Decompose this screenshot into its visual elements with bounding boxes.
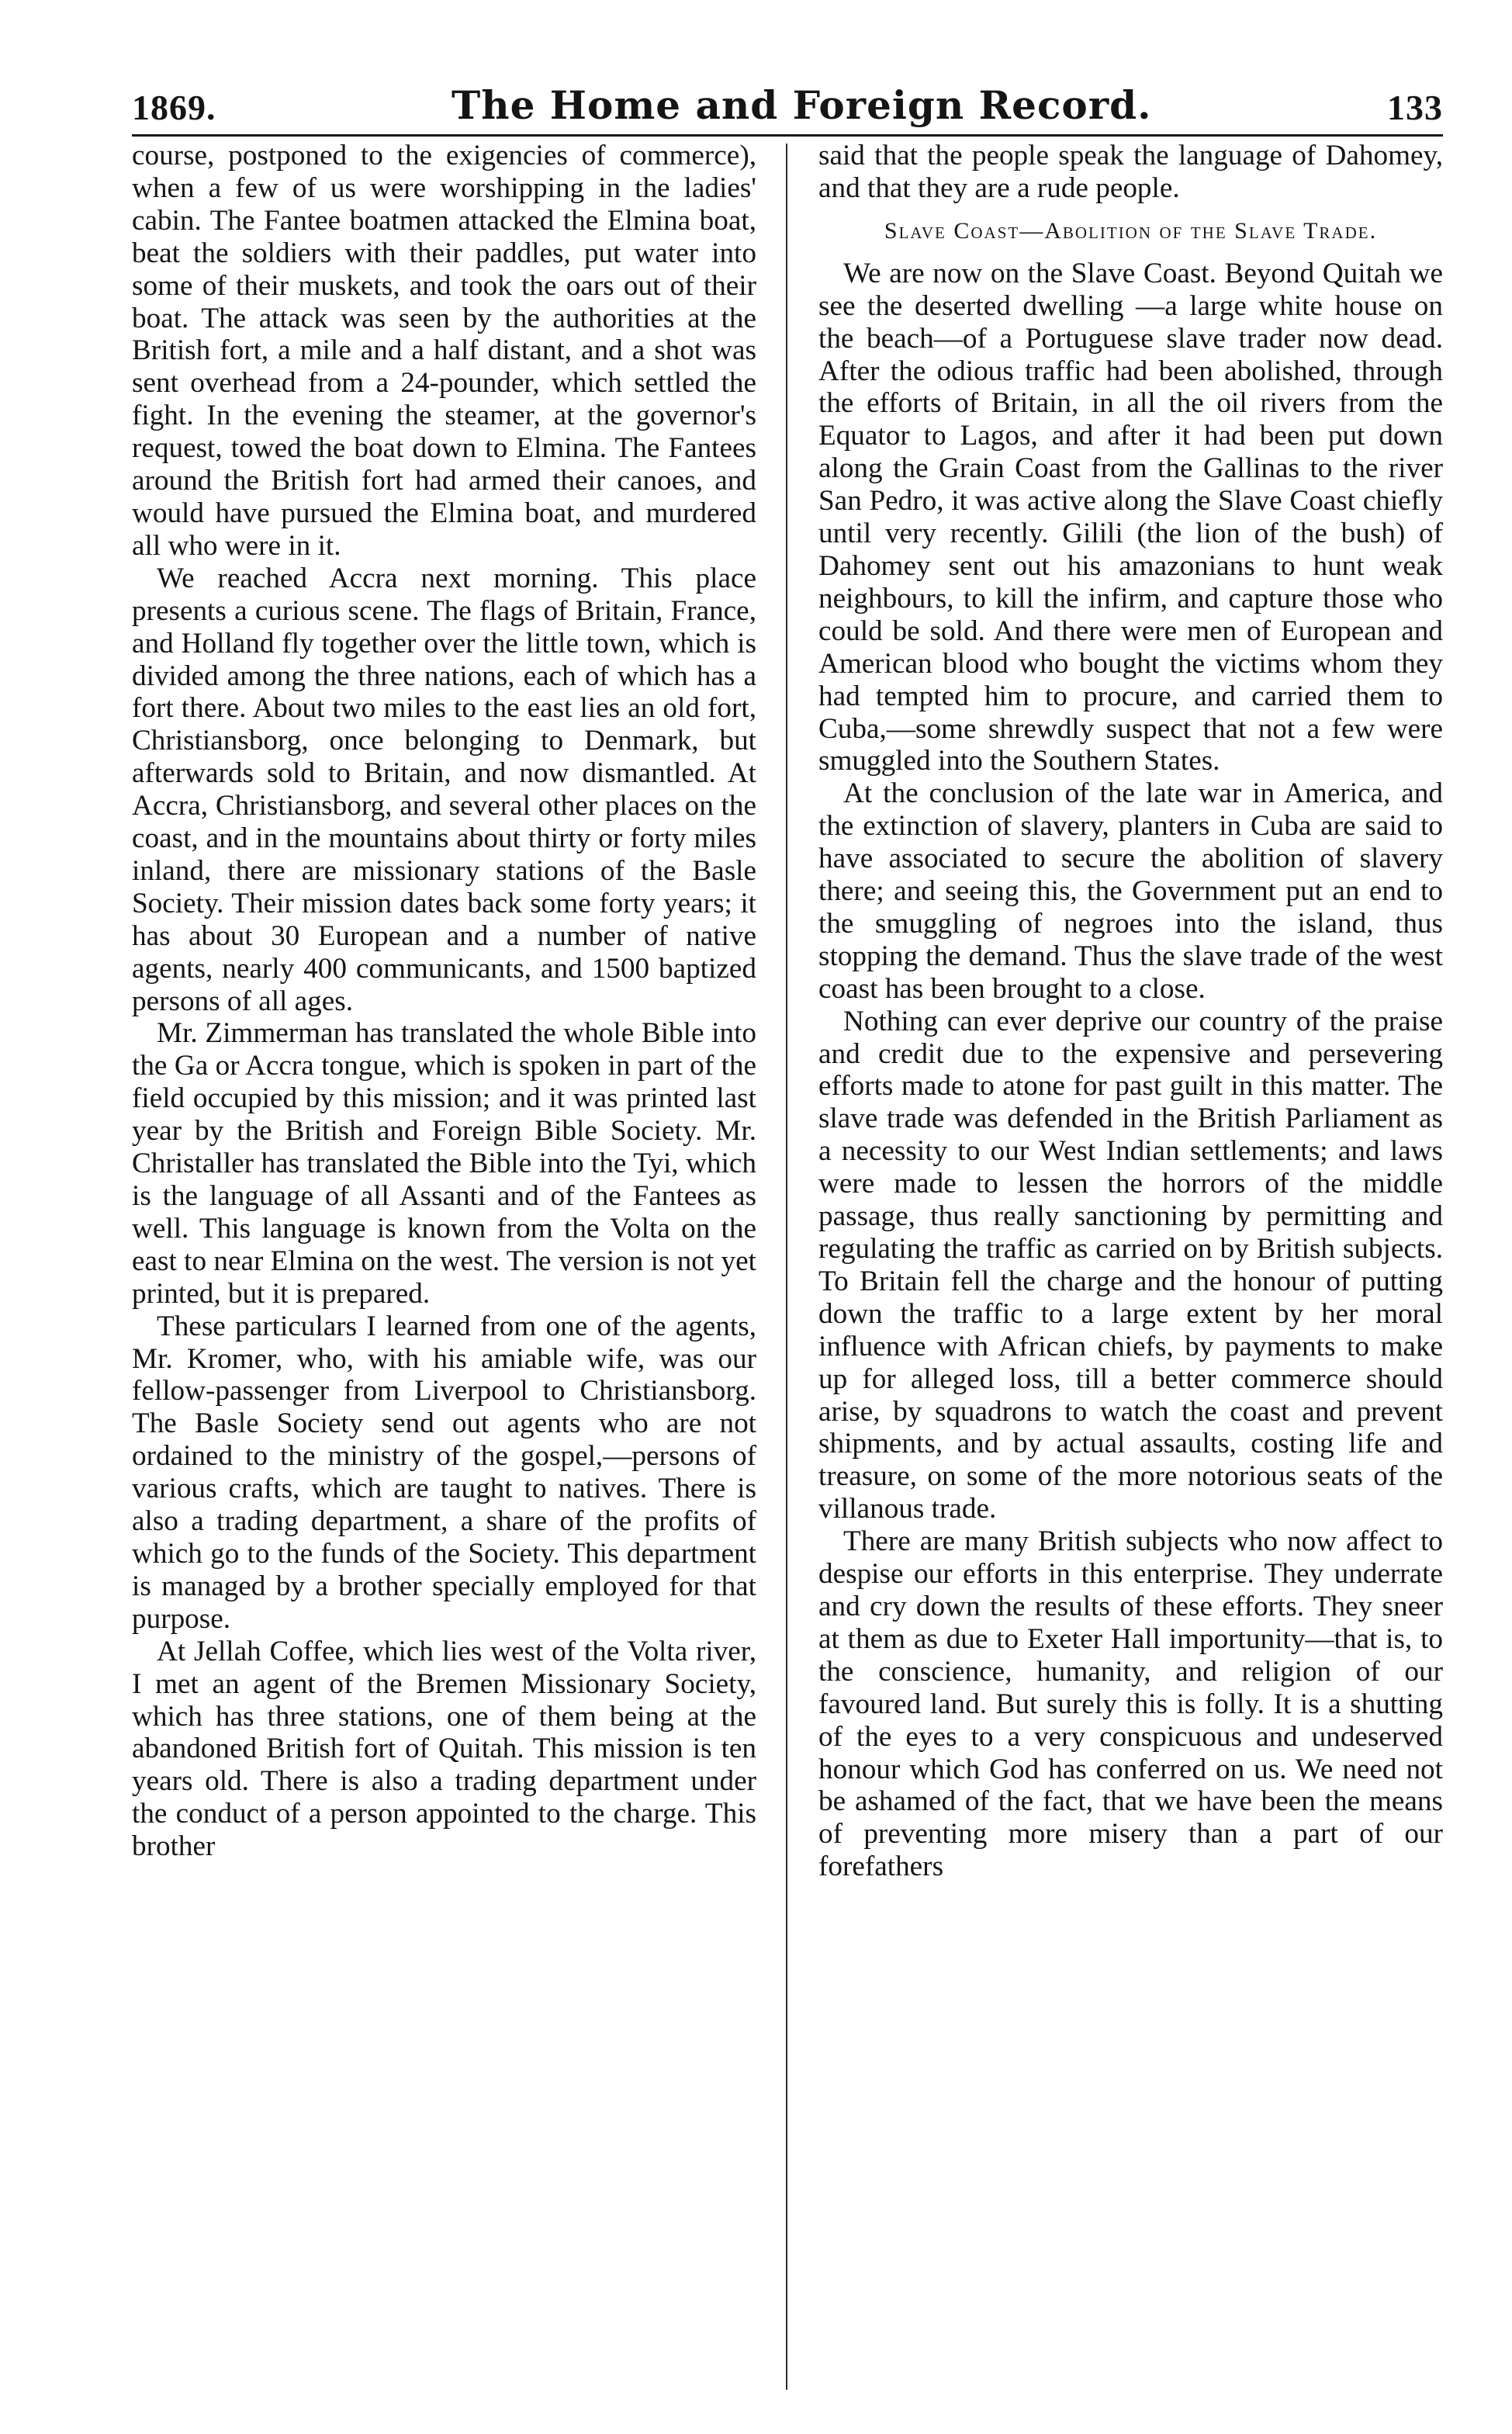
paragraph: Mr. Zimmerman has translated the whole Bible into the Ga or Accra tongue, which is spoken in part of the field occupied by this mission; and it was printed last year by the British and Foreign Bible Society. Mr. Christaller has translated the Bible into the Tyi, which is the language of all Assanti and of the Fantees as well. This language is known from the Volta on the east to near Elmina on the west. The version is not yet printed, but it is prepared. bbox=[132, 1017, 756, 1310]
left-column bbox=[132, 140, 764, 2390]
running-header bbox=[132, 74, 1443, 137]
text-columns bbox=[132, 140, 1443, 2390]
header-year: 1869. bbox=[132, 88, 216, 127]
page-number: 133 bbox=[1387, 88, 1443, 127]
paragraph: We reached Accra next morning. This place presents a curious scene. The flags of Britain, France, and Holland fly together over the little town, which is divided among the three nations, each of which has a fort there. About two miles to the east lies an old fort, Christiansborg, once belonging to Denmark, but afterwards sold to Britain, and now dismantled. At Accra, Christiansborg, and several other places on the coast, and in the mountains about thirty or forty miles inland, there are missionary stations of the Basle Society. Their mission dates back some forty years; it has about 30 European and a number of native agents, nearly 400 communicants, and 1500 baptized persons of all ages. bbox=[132, 562, 756, 1017]
paragraph: We are now on the Slave Coast. Beyond Quitah we see the deserted dwelling —a large white house on the beach—of a Portuguese slave trader now dead. After the odious traffic had been abolished, through the efforts of Britain, in all the oil rivers from the Equator to Lagos, and after it had been put down along the Grain Coast from the Gallinas to the river San Pedro, it was active along the Slave Coast chiefly until very recently. Gilili (the lion of the bush) of Dahomey sent out his amazonians to hunt weak neighbours, to kill the infirm, and capture those who could be sold. And there were men of European and American blood who bought the victims whom they had tempted him to procure, and carried them to Cuba,—some shrewdly suspect that not a few were smuggled into the Southern States. bbox=[818, 257, 1443, 777]
paragraph: These particulars I learned from one of the agents, Mr. Kromer, who, with his amiable wife, was our fellow-passenger from Liverpool to Christiansborg. The Basle Society send out agents who are not ordained to the ministry of the gospel,—persons of various crafts, which are taught to natives. There is also a trading department, a share of the profits of which go to the funds of the Society. This department is managed by a brother specially employed for that purpose. bbox=[132, 1310, 756, 1635]
section-heading: Slave Coast—Abolition of the Slave Trade. bbox=[884, 217, 1378, 244]
paragraph: said that the people speak the language of Dahomey, and that they are a rude people. bbox=[818, 140, 1443, 204]
paragraph: There are many British subjects who now affect to despise our efforts in this enterprise. They underrate and cry down the results of these efforts. They sneer at them as due to Exeter Hall importunity—that is, to the conscience, humanity, and religion of our favoured land. But surely this is folly. It is a shutting of the eyes to a very conspicuous and undeserved honour which God has conferred on us. We need not be ashamed of the fact, that we have been the means of preventing more misery than a part of our forefathers bbox=[818, 1525, 1443, 1883]
journal-title: The Home and Foreign Record. bbox=[452, 82, 1152, 128]
paragraph: At Jellah Coffee, which lies west of the Volta river, I met an agent of the Bremen Missionary Society, which has three stations, one of them being at the abandoned British fort of Quitah. This mission is ten years old. There is also a trading department under the conduct of a person appointed to the charge. This brother bbox=[132, 1635, 756, 1863]
page bbox=[132, 74, 1443, 2394]
right-column bbox=[811, 140, 1443, 2390]
paragraph: Nothing can ever deprive our country of the praise and credit due to the expensive and persevering efforts made to atone for past guilt in this matter. The slave trade was defended in the British Parliament as a necessity to our West Indian settlements; and laws were made to lessen the horrors of the middle passage, thus really sanctioning by permitting and regulating the traffic as carried on by British subjects. To Britain fell the charge and the honour of putting down the traffic to a large extent by her moral influence with African chiefs, by payments to make up for alleged loss, till a better commerce should arise, by squadrons to watch the coast and prevent shipments, and by actual assaults, costing life and treasure, on some of the more notorious seats of the villanous trade. bbox=[818, 1005, 1443, 1525]
paragraph: At the conclusion of the late war in America, and the extinction of slavery, planters in Cuba are said to have associated to secure the abolition of slavery there; and seeing this, the Government put an end to the smuggling of negroes into the island, thus stopping the demand. Thus the slave trade of the west coast has been brought to a close. bbox=[818, 777, 1443, 1005]
paragraph: course, postponed to the exigencies of commerce), when a few of us were worshipping in the ladies' cabin. The Fantee boatmen attacked the Elmina boat, beat the soldiers with their paddles, put water into some of their muskets, and took the oars out of their boat. The attack was seen by the authorities at the British fort, a mile and a half distant, and a shot was sent overhead from a 24-pounder, which settled the fight. In the evening the steamer, at the governor's request, towed the boat down to Elmina. The Fantees around the British fort had armed their canoes, and would have pursued the Elmina boat, and murdered all who were in it. bbox=[132, 140, 756, 562]
